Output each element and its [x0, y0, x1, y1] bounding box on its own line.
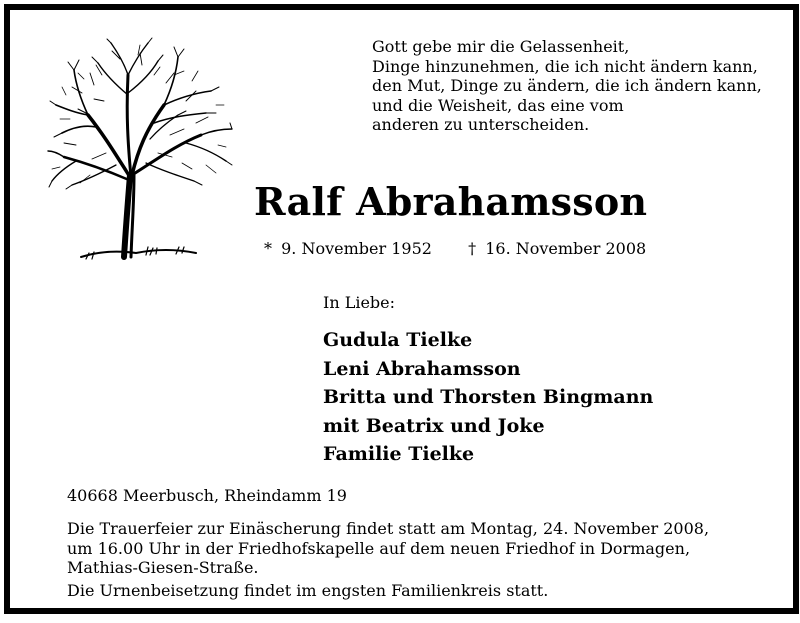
obituary-frame: [4, 4, 799, 614]
deceased-name: Ralf Abrahamsson: [254, 179, 648, 224]
mourner-name: Britta und Thorsten Bingmann: [323, 386, 654, 409]
ceremony-line: um 16.00 Uhr in der Friedhofskapelle auf dem neuen Friedhof in Dormagen,: [67, 538, 691, 558]
bare-tree-icon: [46, 35, 236, 270]
quote-line: Gott gebe mir die Gelassenheit,: [372, 37, 630, 56]
ceremony-line: Mathias-Giesen-Straße.: [67, 558, 259, 577]
quote-line: und die Weisheit, das eine vom: [372, 95, 624, 115]
mourner-name: Familie Tielke: [323, 443, 475, 466]
mourner-name: Gudula Tielke: [323, 329, 473, 351]
address: 40668 Meerbusch, Rheindamm 19: [67, 486, 347, 505]
quote-line: den Mut, Dinge zu ändern, die ich ändern kann,: [372, 76, 762, 95]
death-date: 16. November 2008: [485, 239, 647, 258]
quote-block: [372, 37, 762, 135]
quote-line: anderen zu unterscheiden.: [372, 115, 590, 134]
mourner-name: mit Beatrix und Joke: [323, 414, 545, 437]
mourner-name: Leni Abrahamsson: [323, 357, 521, 380]
mourners-list: [323, 326, 653, 469]
mourners-intro: In Liebe:: [323, 293, 396, 312]
birth-date: 9. November 1952: [281, 239, 432, 258]
life-dates: [264, 239, 650, 258]
quote-line: Dinge hinzunehmen, die ich nicht ändern kann,: [372, 56, 758, 76]
birth-symbol: *: [264, 239, 272, 258]
urn-note: Die Urnenbeisetzung findet im engsten Familienkreis statt.: [67, 581, 549, 600]
ceremony-info: [67, 519, 709, 578]
ceremony-line: Die Trauerfeier zur Einäscherung findet statt am Montag, 24. November 2008,: [67, 519, 710, 538]
death-symbol: †: [468, 239, 477, 258]
